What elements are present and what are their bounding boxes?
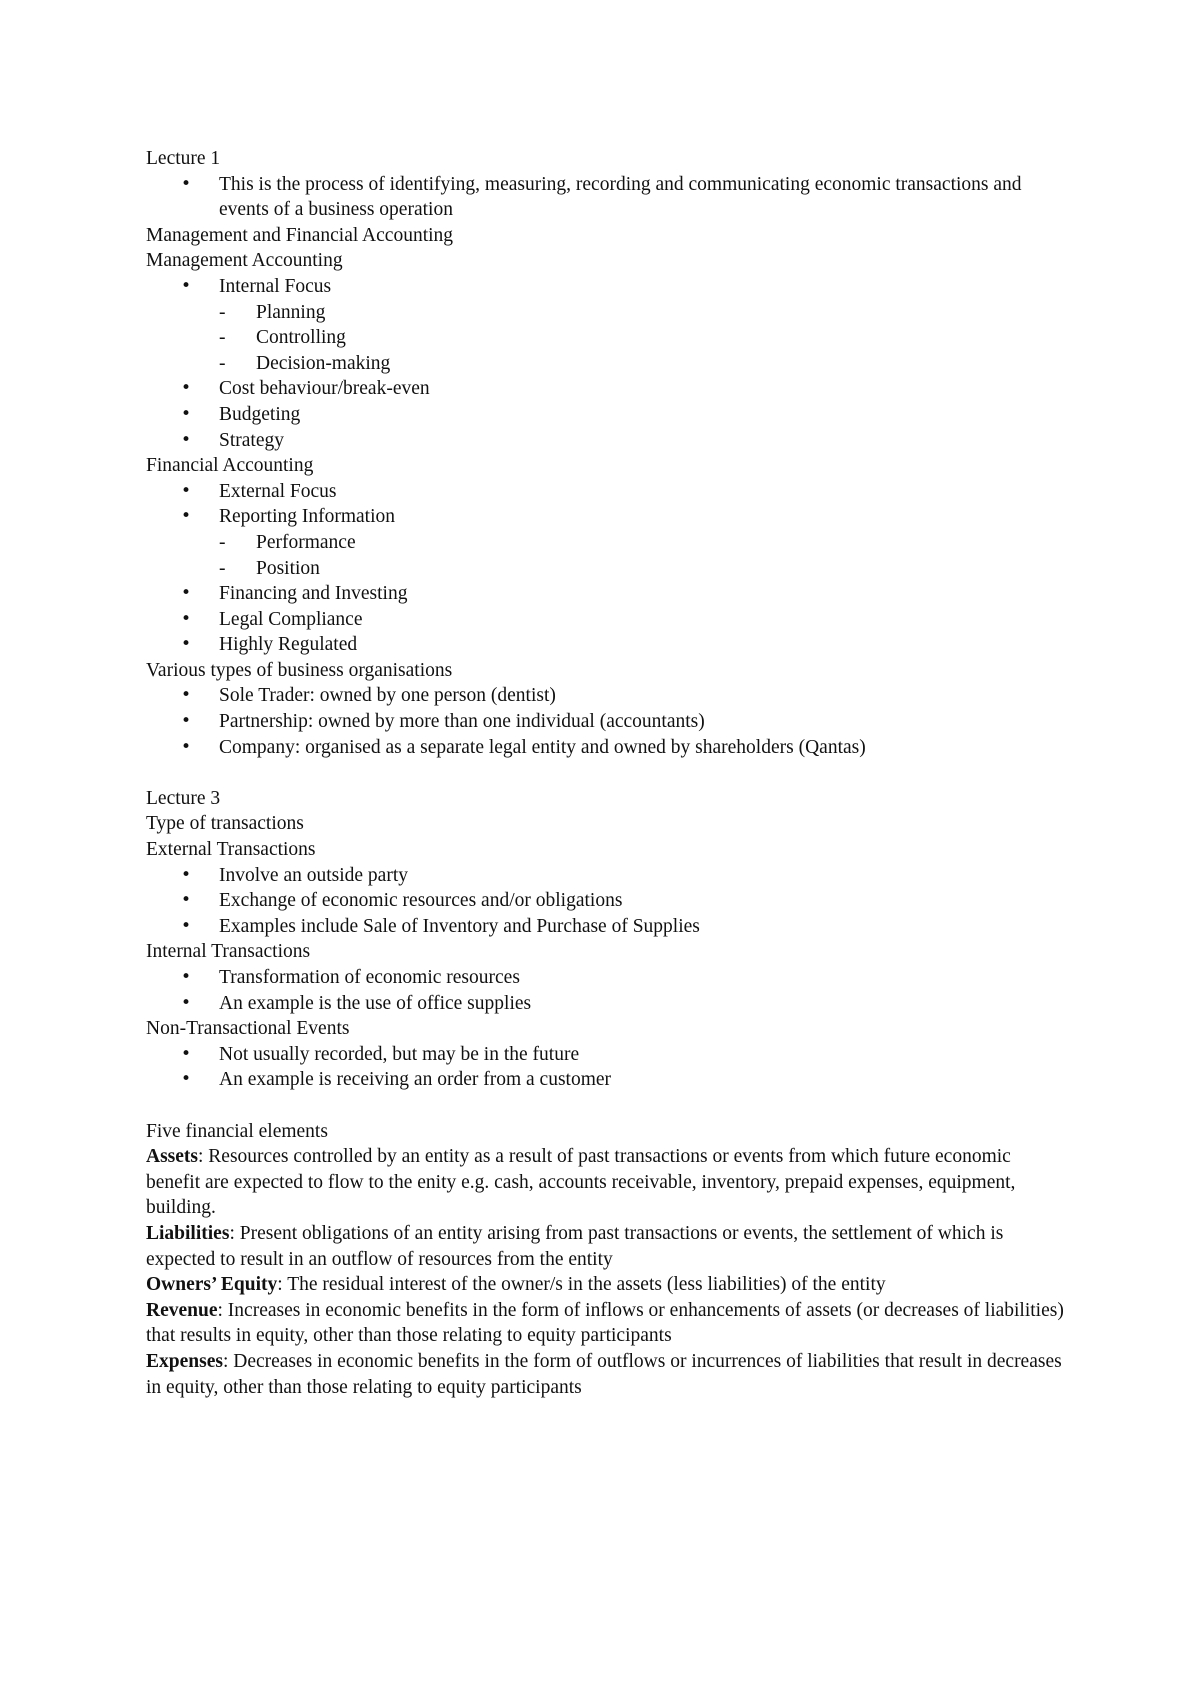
- list-item: • Exchange of economic resources and/or obligations: [146, 888, 1066, 914]
- element-definition: Resources controlled by an entity as a result of past transactions or events from which future economic benefit are expected to flow to the enity e.g. cash, accounts receivable, inventory, prepaid expenses, equipment, building.: [146, 1146, 1016, 1219]
- element-owners-equity: [146, 1272, 1066, 1298]
- list-item: • Partnership: owned by more than one individual (accountants): [146, 709, 1066, 735]
- list-item: • Highly Regulated: [146, 632, 1066, 658]
- element-liabilities: [146, 1221, 1066, 1272]
- organisations-heading: Various types of business organisations: [146, 659, 453, 681]
- sub-list-item: - Decision-making: [146, 351, 1066, 377]
- management-accounting-list: [146, 274, 1066, 453]
- element-term: Assets: [146, 1146, 198, 1168]
- financial-elements-heading: Five financial elements: [146, 1120, 328, 1142]
- list-item: • Examples include Sale of Inventory and Purchase of Supplies: [146, 914, 1066, 940]
- list-item: • Transformation of economic resources: [146, 965, 1066, 991]
- element-separator: :: [198, 1146, 209, 1168]
- element-definition: Present obligations of an entity arising from past transactions or events, the settlement of which is expected to result in an outflow of resources from the entity: [146, 1222, 1004, 1270]
- external-transactions-heading: External Transactions: [146, 839, 316, 861]
- list-item: • Budgeting: [146, 402, 1066, 428]
- element-assets: [146, 1144, 1066, 1221]
- external-transactions-list: [146, 863, 1066, 940]
- lecture-1-heading: Lecture 1: [146, 148, 221, 169]
- list-item: • Cost behaviour/break-even: [146, 376, 1066, 402]
- internal-transactions-heading: Internal Transactions: [146, 941, 311, 963]
- list-item: • Strategy: [146, 428, 1066, 454]
- financial-accounting-list: [146, 479, 1066, 658]
- element-term: Expenses: [146, 1350, 223, 1372]
- list-item: • External Focus: [146, 479, 1066, 505]
- list-item: • An example is the use of office supplies: [146, 991, 1066, 1017]
- sub-list-item: - Controlling: [146, 325, 1066, 351]
- element-definition: Decreases in economic benefits in the form of outflows or incurrences of liabilities that result in decreases in equity, other than those relating to equity participants: [146, 1350, 1062, 1398]
- list-item: • Reporting Information: [146, 504, 1066, 530]
- element-definition: The residual interest of the owner/s in the assets (less liabilities) of the entity: [287, 1274, 886, 1296]
- element-expenses: [146, 1349, 1066, 1400]
- mgmt-financial-heading: Management and Financial Accounting: [146, 224, 454, 246]
- list-item: • Internal Focus: [146, 274, 1066, 300]
- element-separator: :: [229, 1222, 240, 1244]
- organisations-list: [146, 683, 1066, 760]
- list-item: • Sole Trader: owned by one person (dentist): [146, 683, 1066, 709]
- element-revenue: [146, 1298, 1066, 1349]
- internal-transactions-list: [146, 965, 1066, 1016]
- list-item: • Company: organised as a separate legal entity and owned by shareholders (Qantas): [146, 735, 1066, 761]
- document-page: [146, 146, 1066, 1400]
- list-item: • This is the process of identifying, measuring, recording and communicating economic transactions and events of a business operation: [146, 172, 1066, 223]
- element-term: Liabilities: [146, 1222, 230, 1244]
- list-item: • Involve an outside party: [146, 863, 1066, 889]
- element-term: Revenue: [146, 1299, 218, 1321]
- financial-accounting-heading: Financial Accounting: [146, 455, 314, 477]
- transaction-types-heading: Type of transactions: [146, 813, 304, 835]
- sub-list-item: - Performance: [146, 530, 1066, 556]
- lecture-1-intro-list: [146, 172, 1066, 223]
- element-definition: Increases in economic benefits in the form of inflows or enhancements of assets (or decreases of liabilities) that results in equity, other than those relating to equity participants: [146, 1299, 1064, 1347]
- non-transactional-heading: Non-Transactional Events: [146, 1018, 350, 1040]
- list-item: • Legal Compliance: [146, 607, 1066, 633]
- list-item: • Financing and Investing: [146, 581, 1066, 607]
- sub-list-item: - Planning: [146, 300, 1066, 326]
- element-separator: :: [277, 1274, 288, 1296]
- blank-line: [146, 760, 1066, 786]
- sub-list-item: - Position: [146, 556, 1066, 582]
- list-item: • An example is receiving an order from a customer: [146, 1067, 1066, 1093]
- list-item: • Not usually recorded, but may be in the future: [146, 1042, 1066, 1068]
- management-accounting-heading: Management Accounting: [146, 250, 343, 272]
- element-separator: :: [217, 1299, 228, 1321]
- element-term: Owners’ Equity: [146, 1274, 278, 1296]
- blank-line: [146, 1093, 1066, 1119]
- lecture-3-heading: Lecture 3: [146, 787, 221, 809]
- element-separator: :: [222, 1350, 234, 1372]
- non-transactional-list: [146, 1042, 1066, 1093]
